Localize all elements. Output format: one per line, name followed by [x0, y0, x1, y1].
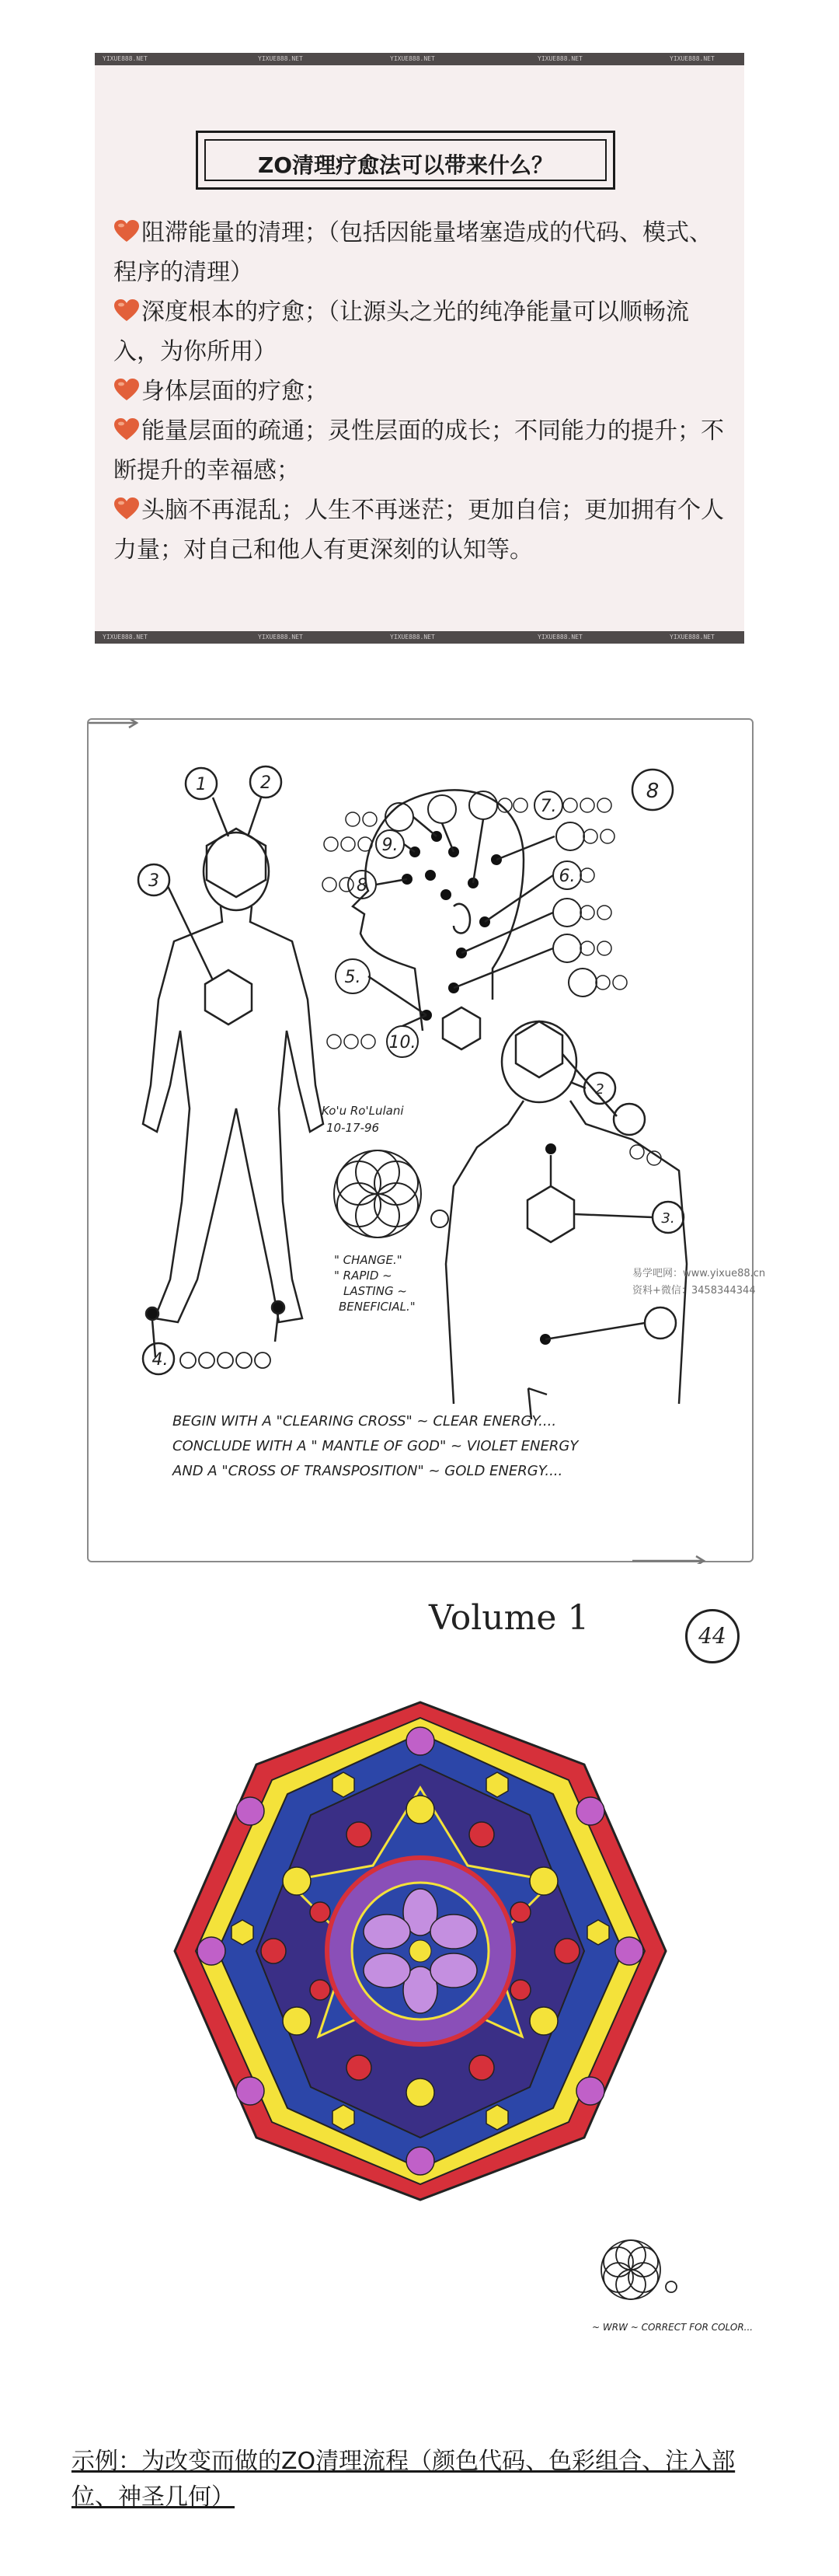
benefit-text: 能量层面的疏通；灵性层面的成长；不同能力的提升；不断提升的幸福感； [113, 417, 724, 484]
sketch-label: 4. [151, 1350, 169, 1370]
benefit-text: 深度根本的疗愈；（让源头之光的纯净能量可以顺畅流入，为你所用） [113, 298, 689, 365]
sketch-label: 3 [148, 871, 159, 891]
svg-text:3.: 3. [661, 1210, 675, 1227]
sketch-label: 1 [196, 775, 207, 794]
sketch-label: 7. [540, 797, 557, 816]
card-top-bar [95, 53, 744, 65]
heart-icon [113, 418, 140, 442]
bar-label: YIXUE888.NET [390, 55, 435, 62]
benefit-text: 阻滞能量的清理；（包括因能量堵塞造成的代码、模式、程序的清理） [113, 219, 712, 286]
sketch-page-number: 8 [646, 780, 660, 803]
sketch-label: 8 [357, 876, 367, 895]
volume-title: Volume 1 [429, 1598, 590, 1638]
sketch-label: 9. [381, 836, 399, 855]
benefit-item [113, 490, 735, 570]
sketch-label: 10. [388, 1033, 416, 1052]
instruction-line: BEGIN WITH A "CLEARING CROSS" ~ CLEAR ENERGY.... [172, 1413, 557, 1429]
mandala-artwork [87, 1586, 754, 2417]
benefit-item [113, 372, 735, 411]
bar-label: YIXUE888.NET [670, 55, 715, 62]
benefit-item [113, 292, 735, 372]
watermark-line: 资料+微信：3458344344 [632, 1285, 756, 1297]
energy-points-sketch [87, 718, 754, 1562]
mandala-page [87, 1586, 754, 2417]
benefit-list [113, 213, 735, 570]
flower-note: BENEFICIAL." [339, 1300, 416, 1314]
title-frame [196, 131, 615, 190]
bar-label: YIXUE888.NET [538, 634, 583, 641]
sketch-label: 2 [260, 773, 271, 793]
heart-icon [113, 497, 140, 521]
mandala-note: ~ WRW ~ CORRECT FOR COLOR... [592, 2322, 754, 2333]
example-caption: 示例：为改变而做的ZO清理流程（颜色代码、色彩组合、注入部位、神圣几何） [71, 2448, 736, 2511]
bar-label: YIXUE888.NET [538, 55, 583, 62]
instruction-line: AND A "CROSS OF TRANSPOSITION" ~ GOLD ENERGY.... [172, 1463, 563, 1479]
intro-card [95, 53, 744, 644]
sketch-label: 5. [344, 968, 361, 987]
benefit-item [113, 411, 735, 490]
flower-note: LASTING ~ [343, 1284, 407, 1298]
watermark-line: 易学吧网：www.yixue88.cn [632, 1268, 766, 1279]
instruction-line: CONCLUDE WITH A " MANTLE OF GOD" ~ VIOLET ENERGY [172, 1438, 579, 1454]
bar-label: YIXUE888.NET [670, 634, 715, 641]
benefit-item [113, 213, 735, 292]
watermark [632, 1265, 834, 1300]
bar-label: YIXUE888.NET [103, 634, 148, 641]
svg-text:2: 2 [595, 1081, 604, 1098]
signature-name: Ko'u Ro'Lulani [322, 1104, 404, 1118]
bar-label: YIXUE888.NET [258, 55, 303, 62]
mandala-page-number: 44 [685, 1609, 740, 1663]
bar-label: YIXUE888.NET [390, 634, 435, 641]
sketch-label: 6. [559, 867, 576, 886]
flower-note: " RAPID ~ [334, 1269, 392, 1283]
signature-date: 10-17-96 [326, 1121, 380, 1135]
card-title: ZO清理疗愈法可以带来什么？ [257, 152, 554, 178]
card-bottom-bar [95, 631, 744, 644]
benefit-text: 头脑不再混乱；人生不再迷茫；更加自信；更加拥有个人力量；对自己和他人有更深刻的认知等。 [113, 497, 724, 564]
bar-label: YIXUE888.NET [103, 55, 148, 62]
bar-label: YIXUE888.NET [258, 634, 303, 641]
heart-icon [113, 299, 140, 323]
sketch-drawing [89, 720, 755, 1564]
flower-note: " CHANGE." [334, 1253, 402, 1267]
benefit-text: 身体层面的疗愈； [141, 378, 328, 405]
heart-icon [113, 379, 140, 402]
heart-icon [113, 220, 140, 243]
